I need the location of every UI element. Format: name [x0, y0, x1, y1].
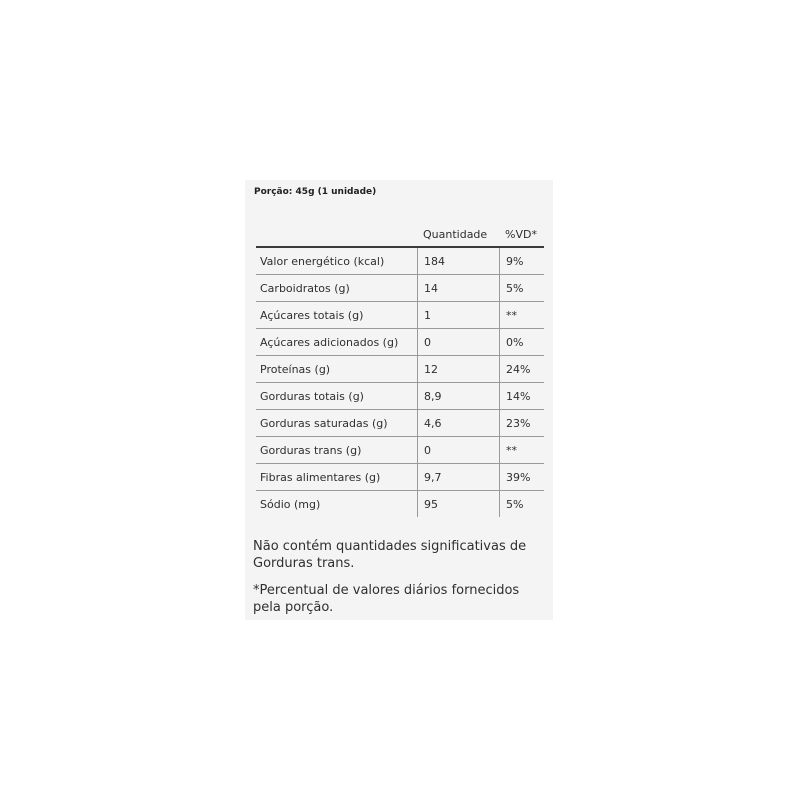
table-row — [256, 410, 544, 437]
table-header-row — [256, 220, 544, 248]
nutrient-daily-value: ** — [499, 302, 544, 328]
nutrient-daily-value: 24% — [499, 356, 544, 382]
nutrient-name: Fibras alimentares (g) — [260, 470, 381, 484]
portion-size: Porção: 45g (1 unidade) — [254, 187, 377, 197]
table-row — [256, 464, 544, 491]
nutrient-name: Açúcares adicionados (g) — [260, 335, 399, 349]
nutrient-daily-value: 0% — [499, 329, 544, 355]
table-row — [256, 275, 544, 302]
table-row — [256, 329, 544, 356]
nutrient-name: Proteínas (g) — [260, 362, 331, 376]
table-row — [256, 491, 544, 517]
nutrient-daily-value: 39% — [499, 464, 544, 490]
nutrient-quantity: 95 — [417, 491, 499, 517]
nutrient-quantity: 14 — [417, 275, 499, 301]
header-nutrient — [256, 220, 417, 246]
nutrient-quantity: 9,7 — [417, 464, 499, 490]
header-quantity: Quantidade — [423, 227, 488, 241]
nutrient-name: Valor energético (kcal) — [260, 254, 385, 268]
nutrient-quantity: 8,9 — [417, 383, 499, 409]
nutrient-quantity: 4,6 — [417, 410, 499, 436]
nutrition-facts-panel — [245, 180, 553, 620]
nutrient-daily-value: 5% — [499, 275, 544, 301]
nutrient-name: Gorduras saturadas (g) — [260, 416, 388, 430]
nutrient-daily-value: 9% — [499, 248, 544, 274]
nutrient-daily-value: 23% — [499, 410, 544, 436]
trans-fat-note: Não contém quantidades significativas de Gorduras trans. — [253, 539, 527, 571]
nutrient-quantity: 12 — [417, 356, 499, 382]
nutrient-name: Carboidratos (g) — [260, 281, 350, 295]
nutrient-quantity: 184 — [417, 248, 499, 274]
nutrient-daily-value: 5% — [499, 491, 544, 517]
nutrient-quantity: 1 — [417, 302, 499, 328]
table-row — [256, 437, 544, 464]
nutrient-quantity: 0 — [417, 437, 499, 463]
table-row — [256, 302, 544, 329]
nutrient-name: Gorduras totais (g) — [260, 389, 364, 403]
nutrient-name: Gorduras trans (g) — [260, 443, 362, 457]
nutrition-table — [256, 220, 544, 517]
nutrient-quantity: 0 — [417, 329, 499, 355]
nutrient-name: Açúcares totais (g) — [260, 308, 364, 322]
header-daily-value: %VD* — [505, 227, 537, 241]
table-row — [256, 248, 544, 275]
table-row — [256, 383, 544, 410]
nutrient-daily-value: ** — [499, 437, 544, 463]
daily-value-footnote: *Percentual de valores diários fornecidos pela porção. — [253, 583, 520, 615]
table-row — [256, 356, 544, 383]
nutrient-daily-value: 14% — [499, 383, 544, 409]
nutrient-name: Sódio (mg) — [260, 497, 321, 511]
